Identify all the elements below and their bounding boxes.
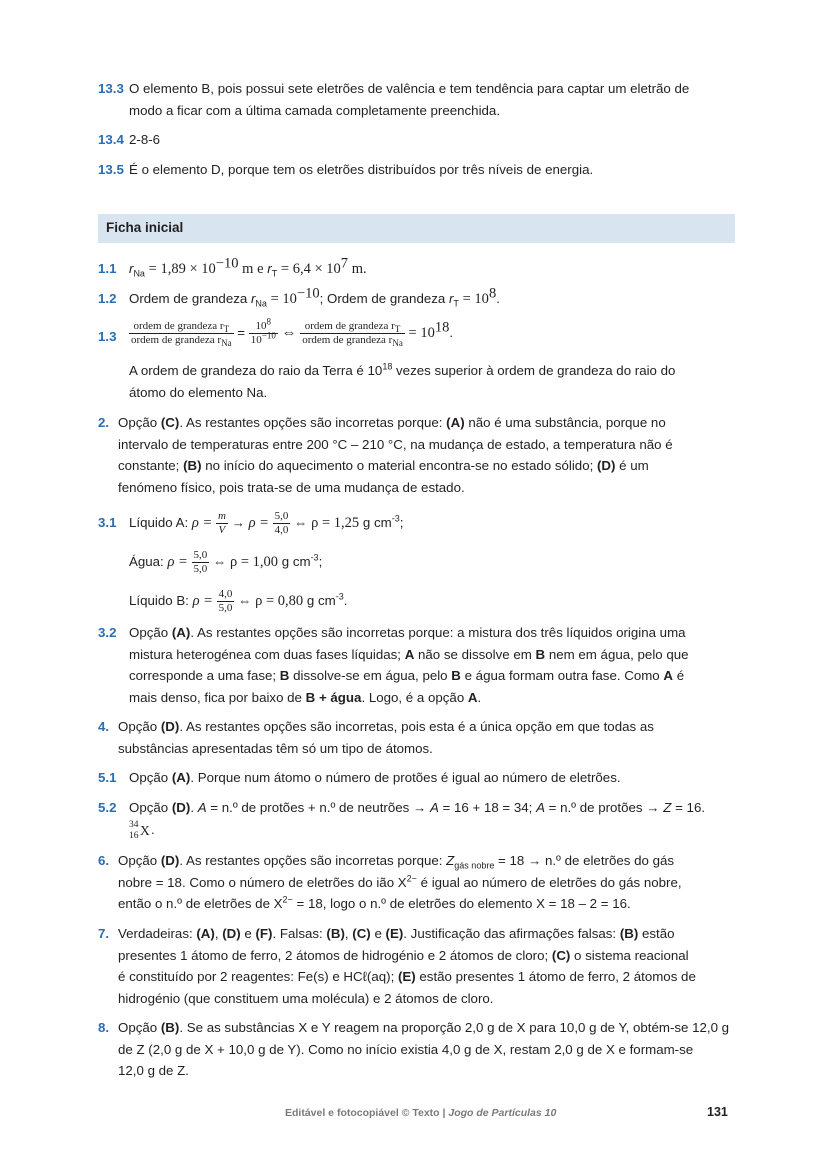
answer-line: [129, 797, 734, 819]
subscript: Na: [255, 298, 267, 309]
text: .: [496, 291, 500, 306]
water-line: [129, 547, 734, 577]
text: é: [673, 668, 685, 683]
exponent: −10: [296, 285, 320, 302]
bold-text: A: [404, 646, 415, 662]
numerator: 4,0: [218, 587, 233, 600]
value: = 6,4 × 10: [280, 261, 341, 277]
text: fenómeno físico, pois trata-se de uma mudança de estado.: [118, 479, 465, 495]
numerator: 5,0: [274, 509, 289, 522]
iff-symbol: ⇔: [281, 324, 297, 342]
answer-8: [98, 1017, 734, 1082]
nuclide-notation: [129, 819, 151, 841]
text: ;: [399, 515, 404, 530]
text: Ordem de grandeza: [129, 291, 248, 306]
bold-text: (C): [352, 926, 371, 941]
answer-13-4: [98, 129, 734, 151]
subscript: gás nobre: [454, 860, 495, 871]
exponent: -3: [310, 552, 319, 563]
subscript: Na: [221, 338, 232, 349]
answer-line: [129, 687, 734, 709]
rho: ρ =: [248, 515, 269, 531]
italic-symbol: Z: [663, 800, 672, 815]
text: é um: [615, 458, 649, 473]
symbol-r: r: [448, 291, 454, 306]
numerator: ordem de grandeza r: [304, 320, 395, 332]
subscript: T: [271, 268, 278, 279]
iff-symbol: ⇔: [212, 554, 227, 569]
numerator: m: [217, 509, 226, 522]
subscript: Na: [392, 338, 403, 349]
bold-text: A: [663, 668, 674, 683]
text: . Justificação das afirmações falsas:: [403, 926, 620, 941]
italic-symbol: A: [197, 800, 207, 815]
text: nem em água, pelo que: [545, 646, 689, 662]
bold-text: (A): [171, 625, 191, 640]
bold-text: (B): [160, 1020, 180, 1035]
answer-13-3: [98, 78, 734, 121]
answer-6: [98, 850, 734, 915]
text: mistura heterogénea com duas fases líquidas;: [129, 646, 405, 662]
text: . As restantes opções são incorretas porque:: [179, 415, 447, 430]
text: . As restantes opções são incorretas, pois esta é a única opção em que todas as: [179, 719, 654, 734]
answer-1-3: [98, 316, 734, 349]
answer-line: O elemento B, pois possui sete eletrões de valência e tem tendência para captar um eletrão de: [129, 81, 690, 96]
answer-body: [129, 797, 734, 819]
text: . Falsas:: [272, 926, 327, 941]
answer-line: [118, 455, 734, 477]
exponent: 18: [434, 319, 450, 336]
denominator: ordem de grandeza r: [131, 334, 222, 346]
item-number: 13.5: [98, 162, 124, 177]
answer-body: [118, 1017, 734, 1082]
bold-text: (E): [385, 926, 404, 941]
answer-line: [118, 477, 734, 499]
bold-text: B: [451, 668, 461, 683]
label: Líquido A:: [129, 515, 189, 530]
text: corresponde a uma fase;: [129, 668, 280, 683]
item-number: 2.: [98, 415, 110, 430]
subscript: T: [453, 298, 459, 309]
numerator: 10: [255, 320, 267, 332]
value: = 10: [408, 325, 435, 342]
symbol-r: r: [267, 261, 272, 276]
denominator: 5,0: [193, 562, 208, 575]
text: . Logo, é a opção: [361, 689, 468, 705]
bold-text: (A): [196, 926, 215, 941]
value: ρ = 0,80: [255, 593, 304, 609]
arrow-icon: →: [231, 515, 245, 530]
numerator: ordem de grandeza r: [133, 320, 224, 332]
value: = 10: [462, 291, 489, 307]
bold-text: (C): [551, 947, 571, 963]
rho: ρ =: [192, 593, 213, 609]
text: não é uma substância, porque no: [464, 415, 666, 430]
answer-13-5: [98, 159, 734, 181]
italic-symbol: A: [429, 800, 439, 815]
numerator: 5,0: [193, 548, 208, 561]
unit: m: [242, 261, 254, 277]
answer-3-2: [98, 622, 734, 708]
fraction: [249, 316, 278, 347]
subscript: Na: [133, 268, 145, 279]
answer-text: 2-8-6: [129, 132, 161, 147]
text: é constituído por 2 reagentes: Fe(s) e HCℓ(aq);: [118, 969, 398, 984]
text: no início do aquecimento o material encontra-se no estado sólido;: [201, 458, 597, 473]
text: estão presentes 1 átomo de ferro, 2 átomos de: [415, 969, 696, 984]
answer-body: [118, 716, 734, 759]
text: átomo do elemento Na.: [129, 384, 268, 400]
text: = 16 + 18 = 34;: [438, 800, 537, 815]
text: então o n.º de eletrões de X: [118, 896, 283, 911]
text: = n.º de protões + n.º de neutrões →: [206, 800, 430, 815]
item-number: 13.4: [98, 132, 124, 147]
answer-line: [129, 644, 734, 666]
ion-charge: 2−: [406, 873, 417, 884]
exponent: -3: [391, 513, 400, 524]
text: .: [190, 800, 198, 815]
answer-line: [129, 622, 734, 644]
text: Opção: [129, 800, 172, 815]
bold-text: B: [535, 646, 546, 662]
bold-text: (F): [255, 926, 273, 941]
label: Água:: [129, 554, 164, 569]
symbol-r: r: [129, 261, 134, 276]
text: estão: [638, 926, 675, 941]
denominator: ordem de grandeza r: [302, 334, 393, 346]
item-number: 5.1: [98, 770, 117, 785]
text: = n.º de protões →: [544, 800, 664, 815]
bold-text: (D): [160, 853, 180, 868]
text: = 18, logo o n.º de eletrões do elemento X = 18 – 2 = 16.: [292, 896, 631, 911]
text: é igual ao número de eletrões do gás nobre,: [416, 874, 682, 890]
text: e: [240, 926, 256, 941]
text: de Z (2,0 g de X + 10,0 g de Y). Como no início existia 4,0 g de X, restam 2,0 g de X e formam-se: [118, 1041, 694, 1057]
exponent: −10: [261, 330, 276, 341]
text: presentes 1 átomo de ferro, 2 átomos de hidrogénio e 2 átomos de cloro;: [118, 947, 552, 963]
text: intervalo de temperaturas entre 200 °C – 210 °C, na mudança de estado, a temperatura não é: [118, 436, 673, 452]
bold-text: (D): [160, 719, 180, 734]
text: não se dissolve em: [414, 646, 536, 662]
text: ; Ordem de grandeza: [319, 291, 446, 306]
item-number: 7.: [98, 926, 110, 941]
text: .: [343, 593, 348, 608]
section-header: [98, 214, 735, 243]
section-title: Ficha inicial: [106, 220, 184, 235]
text: Opção: [129, 770, 172, 785]
denominator: 5,0: [218, 601, 233, 614]
text: vezes superior à ordem de grandeza do raio do: [396, 363, 676, 378]
text: hidrogénio (que constituem uma molécula) e 2 átomos de cloro.: [118, 990, 494, 1006]
exponent: 7: [340, 255, 349, 272]
footer-copyright: Editável e fotocopiável © Texto |: [285, 1107, 449, 1119]
answer-line: [118, 923, 734, 945]
label: Líquido B:: [129, 593, 189, 608]
answer-5-2: [98, 797, 734, 840]
subscript: T: [394, 324, 401, 335]
text: .: [151, 821, 155, 837]
answer-line: [118, 1060, 734, 1082]
value: ρ = 1,25: [311, 515, 360, 531]
fraction: [300, 320, 405, 347]
answer-2: [98, 412, 734, 498]
exponent: 18: [382, 361, 393, 372]
denominator: V: [218, 523, 226, 536]
text: ;: [318, 554, 323, 569]
text: substâncias apresentadas têm só um tipo de átomos.: [118, 740, 433, 756]
bold-text: (B): [183, 458, 202, 473]
value: = 10: [270, 291, 297, 307]
bold-text: (B): [619, 926, 639, 941]
subscript: T: [223, 324, 230, 335]
denominator: 10: [250, 334, 262, 346]
exponent: 8: [488, 285, 497, 302]
answer-line: [118, 434, 734, 456]
text: e água formam outra fase. Como: [460, 668, 664, 683]
text: 12,0 g de Z.: [118, 1063, 189, 1078]
unit: m.: [351, 261, 367, 277]
answer-line: [118, 738, 734, 760]
unit: g cm: [281, 554, 311, 569]
answer-line: modo a ficar com a última camada completamente preenchida.: [129, 102, 501, 118]
item-number: 13.3: [98, 81, 124, 96]
fraction: [129, 320, 234, 347]
text: Opção: [129, 625, 172, 640]
answer-1-2: [98, 285, 734, 311]
text: nobre = 18. Como o número de eletrões do ião X: [118, 874, 407, 890]
denominator: 4,0: [274, 523, 289, 536]
answer-1-1: [98, 255, 734, 281]
item-number: 5.2: [98, 800, 117, 815]
fraction: [273, 510, 291, 537]
conjunction: e: [257, 261, 264, 277]
text: e: [370, 926, 386, 941]
item-number: 1.3: [98, 329, 117, 344]
text: .: [449, 325, 454, 341]
text: . As restantes opções são incorretas porque: a mistura dos três líquidos origina uma: [190, 625, 686, 640]
text: ,: [214, 926, 223, 941]
bold-text: (D): [596, 458, 616, 473]
rho: ρ =: [167, 554, 188, 570]
item-number: 1.1: [98, 261, 117, 276]
answer-line: [129, 767, 734, 789]
answer-line: [118, 1017, 734, 1039]
text: Opção: [118, 415, 161, 430]
text: .: [477, 689, 482, 705]
value: = 1,89 × 10: [148, 261, 216, 277]
item-number: 3.2: [98, 625, 117, 640]
text: . As restantes opções são incorretas porque:: [179, 853, 447, 868]
answer-line: [118, 945, 734, 967]
item-number: 3.1: [98, 515, 117, 530]
text: . Porque num átomo o número de protões é igual ao número de eletrões.: [190, 770, 621, 785]
exponent: -3: [335, 591, 344, 602]
answer-4: [98, 716, 734, 759]
footer: [285, 1107, 556, 1119]
answer-line: [118, 988, 734, 1010]
fraction: [192, 549, 210, 576]
bold-text: B + água: [305, 689, 362, 705]
ion-charge: 2−: [282, 894, 293, 905]
answer-body: [129, 622, 734, 708]
element-symbol: X: [140, 822, 150, 838]
answer-body: [129, 767, 734, 789]
bold-text: (D): [222, 926, 241, 941]
mass-number: 34: [129, 819, 139, 830]
text: Opção: [118, 719, 161, 734]
rho: ρ =: [191, 515, 213, 531]
answer-3-1: [98, 508, 734, 616]
iff-symbol: ⇔: [238, 593, 252, 608]
bold-text: A: [467, 689, 478, 705]
text: A ordem de grandeza do raio da Terra é 10: [129, 363, 383, 378]
item-number: 1.2: [98, 291, 117, 306]
bold-text: (A): [446, 415, 465, 430]
liquid-a-line: [129, 508, 734, 538]
text: Opção: [118, 853, 161, 868]
italic-symbol: A: [536, 800, 545, 815]
liquid-b-line: [129, 586, 734, 616]
answer-1-3-explanation: [98, 360, 734, 403]
text: . Se as substâncias X e Y reagem na proporção 2,0 g de X para 10,0 g de Y, obtém-se 12,0 g: [179, 1020, 730, 1035]
equals: =: [237, 325, 246, 341]
bold-text: (D): [171, 800, 191, 815]
item-number: 6.: [98, 853, 110, 868]
bold-text: (C): [160, 415, 180, 430]
answer-line: [118, 966, 734, 988]
unit: g cm: [362, 515, 392, 530]
item-number: 8.: [98, 1020, 110, 1035]
unit: g cm: [306, 593, 336, 608]
answer-text: É o elemento D, porque tem os eletrões distribuídos por três níveis de energia.: [129, 162, 594, 177]
answer-line: [118, 412, 734, 434]
text: o sistema reacional: [570, 947, 689, 963]
bold-text: (B): [326, 926, 345, 941]
exponent: −10: [215, 255, 239, 272]
page-number: 131: [707, 1105, 728, 1119]
exponent: 8: [266, 316, 272, 327]
text: Verdadeiras:: [118, 926, 197, 941]
atomic-number: 16: [129, 830, 139, 841]
bold-text: (A): [171, 770, 191, 785]
value: ρ = 1,00: [229, 554, 279, 570]
answer-line: [129, 665, 734, 687]
symbol-z: Z: [446, 853, 455, 868]
bold-text: B: [279, 668, 290, 683]
fraction: [217, 588, 235, 615]
answer-line: [118, 716, 734, 738]
text: = 18 → n.º de eletrões do gás: [494, 853, 675, 868]
answer-body: [118, 412, 734, 498]
symbol-r: r: [250, 291, 256, 306]
answer-line: [118, 1039, 734, 1061]
text: mais denso, fica por baixo de: [129, 689, 306, 705]
iff-symbol: ⇔: [294, 515, 308, 530]
text: constante;: [118, 458, 184, 473]
text: ,: [344, 926, 353, 941]
answer-body: [118, 923, 734, 1009]
text: dissolve-se em água, pelo: [289, 668, 452, 683]
item-number: 4.: [98, 719, 110, 734]
bold-text: (E): [397, 969, 416, 984]
fraction: [216, 510, 228, 537]
answer-7: [98, 923, 734, 1009]
footer-book-title: Jogo de Partículas 10: [448, 1107, 557, 1119]
answer-5-1: [98, 767, 734, 789]
text: = 16.: [671, 800, 706, 815]
text: Opção: [118, 1020, 161, 1035]
